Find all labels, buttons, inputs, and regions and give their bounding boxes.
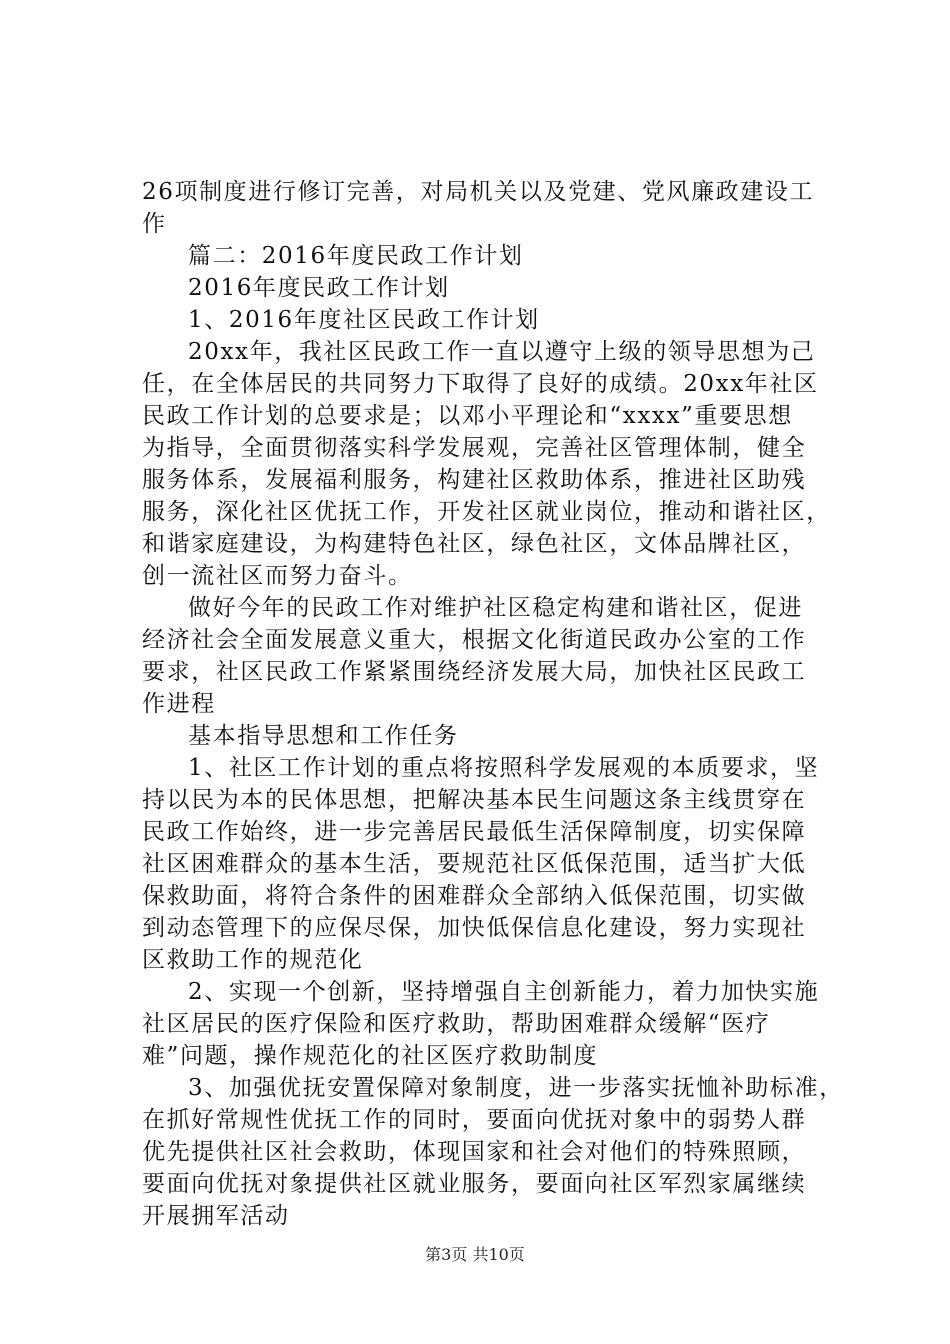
text-line: 在抓好常规性优抚工作的同时，要面向优抚对象中的弱势人群 xyxy=(142,1107,807,1133)
text-line: 持以民为本的民体思想，把解决基本民生问题这条主线贯穿在 xyxy=(142,787,807,813)
text-line: 社区居民的医疗保险和医疗救助，帮助困难群众缓解“医疗 xyxy=(142,1011,771,1037)
text-line: 民政工作计划的总要求是；以邓小平理论和“xxxx”重要思想 xyxy=(142,403,793,429)
text-line: 篇二：2016年度民政工作计划 xyxy=(188,243,524,269)
document-body xyxy=(142,176,852,1232)
text-line: 和谐家庭建设，为构建特色社区，绿色社区，文体品牌社区， xyxy=(142,531,807,557)
text-line: 到动态管理下的应保尽保，加快低保信息化建设，努力实现社 xyxy=(142,915,807,941)
text-line: 20xx年，我社区民政工作一直以遵守上级的领导思想为己 xyxy=(188,339,816,365)
text-line: 26项制度进行修订完善，对局机关以及党建、党风廉政建设工 xyxy=(142,179,815,205)
text-line: 民政工作始终，进一步完善居民最低生活保障制度，切实保障 xyxy=(142,819,807,845)
text-line: 经济社会全面发展意义重大，根据文化街道民政办公室的工作 xyxy=(142,627,807,653)
text-line: 1、社区工作计划的重点将按照科学发展观的本质要求，坚 xyxy=(188,755,820,781)
text-line: 作 xyxy=(142,211,167,237)
text-line: 2、实现一个创新，坚持增强自主创新能力，着力加快实施 xyxy=(188,979,820,1005)
text-line: 3、加强优抚安置保障对象制度，进一步落实抚恤补助标准， xyxy=(188,1075,844,1101)
text-line: 社区困难群众的基本生活，要规范社区低保范围，适当扩大低 xyxy=(142,851,807,877)
text-line: 要面向优抚对象提供社区就业服务，要面向社区军烈家属继续 xyxy=(142,1171,807,1197)
text-line: 难”问题，操作规范化的社区医疗救助制度 xyxy=(142,1043,599,1069)
page-footer: 第3页 共10页 xyxy=(425,1245,525,1264)
text-line: 基本指导思想和工作任务 xyxy=(188,723,459,749)
text-line: 开展拥军活动 xyxy=(142,1203,290,1229)
text-line: 做好今年的民政工作对维护社区稳定构建和谐社区，促进 xyxy=(188,595,803,621)
text-line: 为指导，全面贯彻落实科学发展观，完善社区管理体制，健全 xyxy=(142,435,807,461)
text-line: 创一流社区而努力奋斗。 xyxy=(142,563,413,589)
text-line: 优先提供社区社会救助，体现国家和社会对他们的特殊照顾， xyxy=(142,1139,807,1165)
text-line: 服务，深化社区优抚工作，开发社区就业岗位，推动和谐社区， xyxy=(142,499,831,525)
text-line: 1、2016年度社区民政工作计划 xyxy=(188,307,540,333)
text-line: 作进程 xyxy=(142,691,216,717)
text-line: 2016年度民政工作计划 xyxy=(188,275,450,301)
text-line: 保救助面，将符合条件的困难群众全部纳入低保范围，切实做 xyxy=(142,883,807,909)
text-line: 区救助工作的规范化 xyxy=(142,947,364,973)
text-line: 要求，社区民政工作紧紧围绕经济发展大局，加快社区民政工 xyxy=(142,659,807,685)
text-line: 任，在全体居民的共同努力下取得了良好的成绩。20xx年社区 xyxy=(142,371,819,397)
text-line: 服务体系，发展福利服务，构建社区救助体系，推进社区助残 xyxy=(142,467,807,493)
